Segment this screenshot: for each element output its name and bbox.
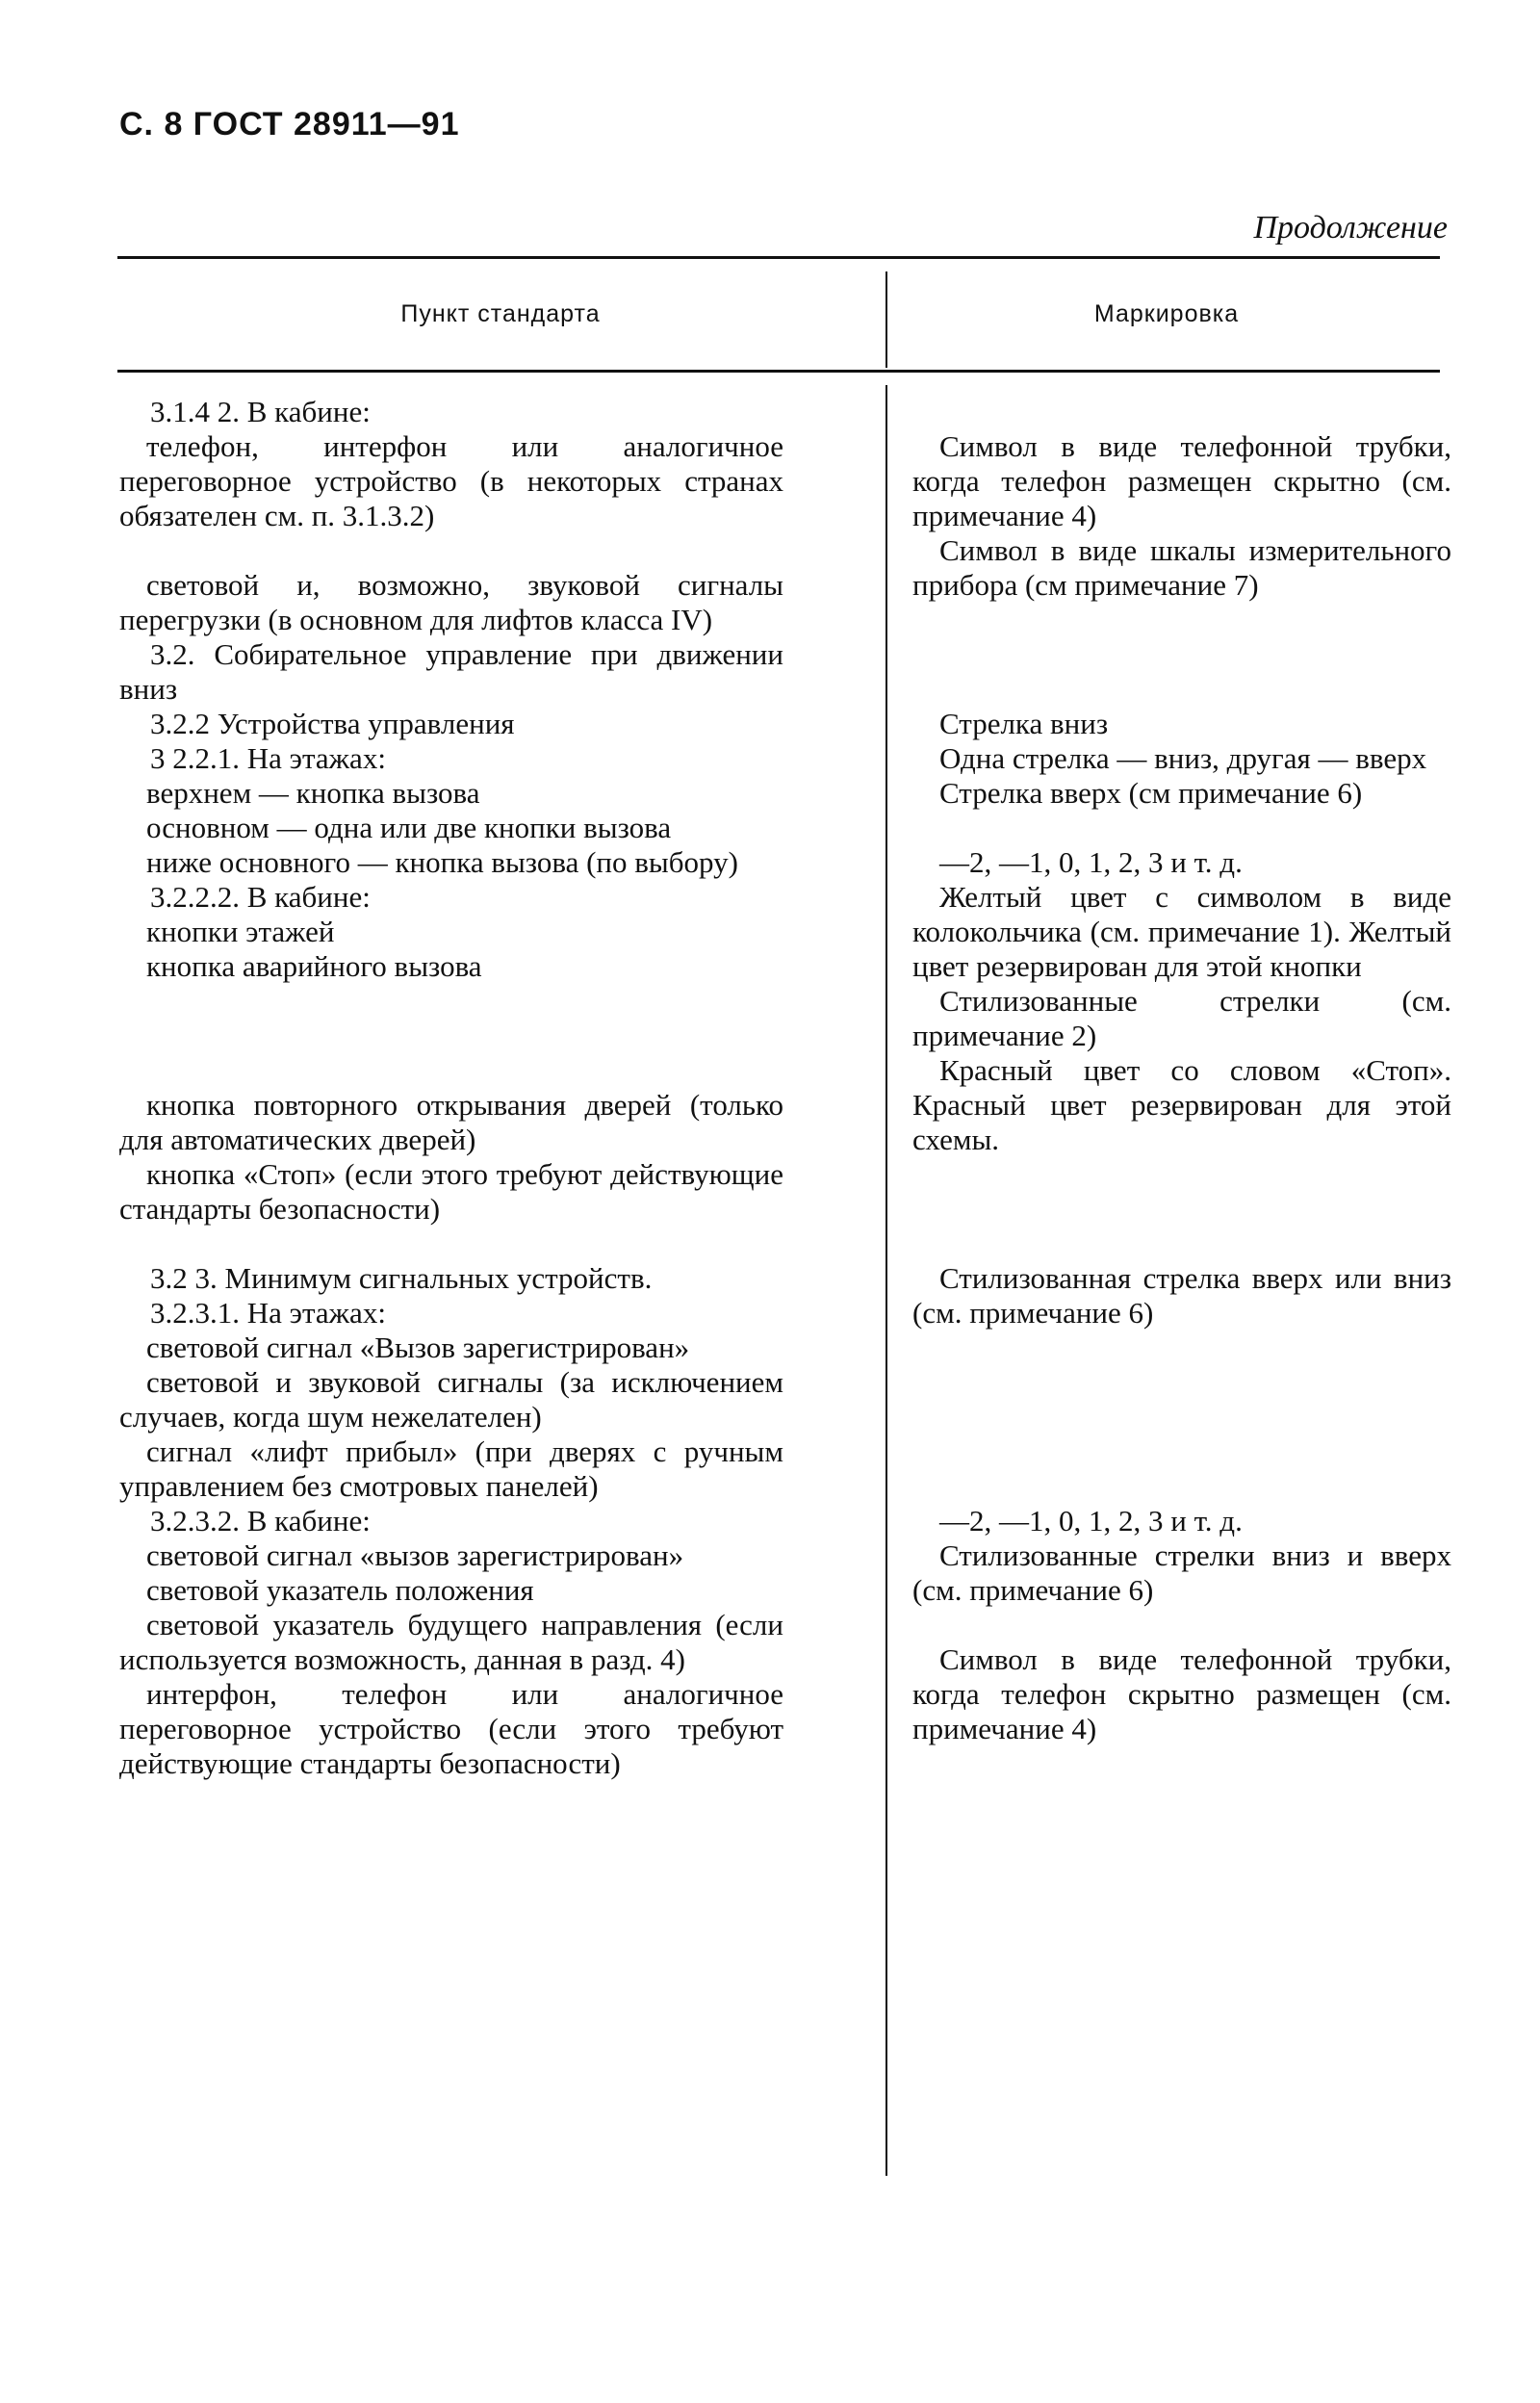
clause-column xyxy=(119,395,783,1781)
marking-text: Стилизованные стрелки (см. примечание 2) xyxy=(912,984,1451,1052)
marking-text: Одна стрелка — вниз, другая — вверх xyxy=(939,741,1427,775)
clause-text: 3 2.2.1. На этажах: xyxy=(150,741,386,775)
clause-text: основном — одна или две кнопки вызова xyxy=(146,811,672,844)
marking-text: —2, —1, 0, 1, 2, 3 и т. д. xyxy=(939,1504,1243,1537)
column-header-clause: Пункт стандарта xyxy=(400,300,601,327)
clause-text: кнопка «Стоп» (если этого требуют действующие стандарты безопасности) xyxy=(119,1157,783,1226)
clause-text: световой сигнал «Вызов зарегистрирован» xyxy=(146,1331,690,1364)
clause-text: 3.2 3. Минимум сигнальных устройств. xyxy=(150,1261,653,1295)
clause-text: световой указатель положения xyxy=(146,1573,534,1607)
continuation-label: Продолжение xyxy=(1253,210,1448,245)
marking-text: Стилизованные стрелки вниз и вверх (см. примечание 6) xyxy=(912,1538,1451,1607)
marking-text: Стрелка вниз xyxy=(939,707,1109,740)
clause-text: световой и, возможно, звуковой сигналы перегрузки (в основном для лифтов класса IV) xyxy=(119,568,783,636)
clause-text: кнопка аварийного вызова xyxy=(146,949,482,983)
table-header-rule xyxy=(117,370,1440,373)
clause-text: ниже основного — кнопка вызова (по выбору) xyxy=(146,845,738,879)
marking-text: Желтый цвет с символом в виде колокольчика (см. примечание 1). Желтый цвет резервирован для этой кнопки xyxy=(912,880,1451,983)
marking-text: —2, —1, 0, 1, 2, 3 и т. д. xyxy=(939,845,1243,879)
header-column-divider xyxy=(886,271,887,368)
clause-text: световой сигнал «вызов зарегистрирован» xyxy=(146,1538,684,1572)
clause-text: верхнем — кнопка вызова xyxy=(146,776,480,810)
clause-text: кнопки этажей xyxy=(146,915,335,948)
clause-text: телефон, интерфон или аналогичное переговорное устройство (в некоторых странах обязателен см. п. 3.1.3.2) xyxy=(119,429,783,532)
marking-text: Красный цвет со словом «Стоп». Красный цвет резервирован для этой схемы. xyxy=(912,1053,1451,1156)
clause-text: 3.2. Собирательное управление при движении вниз xyxy=(119,637,783,706)
body-column-divider xyxy=(886,385,887,2176)
clause-text: световой и звуковой сигналы (за исключением случаев, когда шум нежелателен) xyxy=(119,1365,783,1434)
clause-text: световой указатель будущего направления (если используется возможность, данная в разд. 4) xyxy=(119,1608,783,1676)
marking-column xyxy=(912,395,1451,1746)
clause-text: сигнал «лифт прибыл» (при дверях с ручным управлением без смотровых панелей) xyxy=(119,1434,783,1503)
clause-text: 3.2.2.2. В кабине: xyxy=(150,880,371,914)
clause-text: кнопка повторного открывания дверей (только для автоматических дверей) xyxy=(119,1088,783,1156)
page-reference: С. 8 ГОСТ 28911—91 xyxy=(119,106,460,142)
marking-text: Стилизованная стрелка вверх или вниз (см. примечание 6) xyxy=(912,1261,1451,1330)
clause-text: 3.2.3.2. В кабине: xyxy=(150,1504,371,1537)
clause-text: 3.2.3.1. На этажах: xyxy=(150,1296,386,1330)
marking-text: Символ в виде телефонной трубки, когда телефон скрытно размещен (см. примечание 4) xyxy=(912,1642,1451,1745)
marking-text: Символ в виде шкалы измерительного прибора (см примечание 7) xyxy=(912,533,1451,602)
clause-text: 3.2.2 Устройства управления xyxy=(150,707,515,740)
clause-text: 3.1.4 2. В кабине: xyxy=(150,395,371,428)
marking-text: Стрелка вверх (см примечание 6) xyxy=(939,776,1363,810)
table-top-rule xyxy=(117,256,1440,259)
column-header-marking: Маркировка xyxy=(1093,300,1240,327)
clause-text: интерфон, телефон или аналогичное переговорное устройство (если этого требуют действующие стандарты безопасности) xyxy=(119,1677,783,1780)
marking-text: Символ в виде телефонной трубки, когда телефон размещен скрытно (см. примечание 4) xyxy=(912,429,1451,532)
